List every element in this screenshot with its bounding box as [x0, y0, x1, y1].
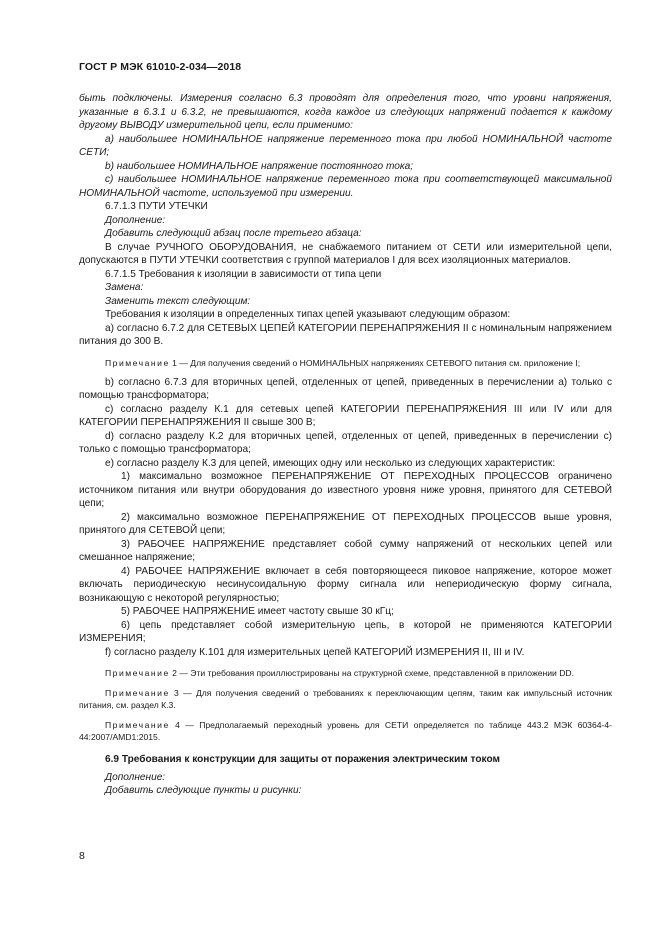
list-item: 6) цепь представляет собой измерительную цепь, в которой не применяются КАТЕГОРИИ ИЗМЕРЕНИЯ;: [79, 619, 612, 644]
note-text: 3 — Для получения сведений о требованиях к переключающим цепям, таким как импульсный источник питания, см. раздел К.3.: [79, 688, 613, 710]
note-text: 1 — Для получения сведений о НОМИНАЛЬНЫХ напряжениях СЕТЕВОГО питания см. приложение I;: [172, 357, 581, 368]
note-label: Примечание: [105, 688, 170, 698]
paragraph: быть подключены. Измерения согласно 6.3 проводят для определения того, что уровни напряжения, указанные в 6.3.1 и 6.3.2, не превышаются, когда каждое из следующих напряжений подается к каждому другому ВЫВОДУ измерительной цепи, если применимо:: [79, 93, 612, 131]
list-item: b) согласно 6.7.3 для вторичных цепей, отделенных от цепей, приведенных в перечислении а) только с помощью трансформатора;: [79, 376, 612, 401]
amendment-type: Замена:: [105, 282, 144, 293]
list-item: e) согласно разделу К.3 для цепей, имеющих одну или несколько из следующих характеристик:: [105, 457, 556, 469]
page-number: 8: [79, 850, 85, 862]
list-item: b) наибольшее НОМИНАЛЬНОЕ напряжение постоянного тока;: [105, 160, 414, 172]
note: [79, 687, 612, 711]
note-label: Примечание: [105, 668, 170, 678]
paragraph: В случае РУЧНОГО ОБОРУДОВАНИЯ, не снабжаемого питанием от СЕТИ или измерительной цепи, допускаются в ПУТИ УТЕЧКИ соответствия с группой материалов I для всех изоляционных материалов.: [79, 241, 612, 266]
note: [79, 357, 612, 369]
document-header: ГОСТ Р МЭК 61010-2-034—2018: [79, 61, 242, 73]
note: [79, 667, 612, 679]
note-label: Примечание: [105, 357, 170, 368]
list-item: 3) РАБОЧЕЕ НАПРЯЖЕНИЕ представляет собой сумму напряжений от нескольких цепей или смешанное напряжение;: [79, 538, 612, 563]
list-item: 5) РАБОЧЕЕ НАПРЯЖЕНИЕ имеет частоту свыше 30 кГц;: [121, 606, 394, 617]
list-item: 2) максимально возможное ПЕРЕНАПРЯЖЕНИЕ ОТ ПЕРЕХОДНЫХ ПРОЦЕССОВ выше уровня, принятого для СЕТЕВОЙ цепи;: [79, 511, 612, 536]
amendment-instruction: Добавить следующие пункты и рисунки:: [105, 785, 302, 796]
list-item: d) согласно разделу К.2 для вторичных цепей, отделенных от цепей, приведенных в перечислении с) только с помощью трансформатора;: [79, 430, 612, 455]
list-item: 4) РАБОЧЕЕ НАПРЯЖЕНИЕ включает в себя повторяющееся пиковое напряжение, которое может включать периодическую несинусоидальную форму сигнала или непериодическую форму сигнала, возникающую с некоторой регулярностью;: [79, 565, 612, 604]
note-label: Примечание: [105, 720, 170, 730]
list-item: c) согласно разделу К.1 для сетевых цепей КАТЕГОРИИ ПЕРЕНАПРЯЖЕНИЯ III или IV или для КАТЕГОРИИ ПЕРЕНАПРЯЖЕНИЯ II свыше 300 В;: [79, 403, 612, 428]
amendment-instruction: Добавить следующий абзац после третьего абзаца:: [105, 228, 362, 239]
amendment-type: Дополнение:: [105, 771, 166, 783]
list-item: f) согласно разделу К.101 для измерительных цепей КАТЕГОРИЙ ИЗМЕРЕНИЯ II, III и IV.: [105, 646, 525, 658]
subsection-title: 6.7.1.5 Требования к изоляции в зависимости от типа цепи: [105, 268, 382, 280]
page-body: [79, 92, 612, 798]
paragraph: Требования к изоляции в определенных типах цепей указывают следующим образом:: [105, 309, 511, 320]
list-item: а) наибольшее НОМИНАЛЬНОЕ напряжение переменного тока при любой НОМИНАЛЬНОЙ частоте СЕТИ;: [79, 133, 612, 158]
list-item: a) согласно 6.7.2 для СЕТЕВЫХ ЦЕПЕЙ КАТЕГОРИИ ПЕРЕНАПРЯЖЕНИЯ II с номинальным напряжением питания до 300 В.: [79, 322, 612, 347]
section-heading: 6.9 Требования к конструкции для защиты от поражения электрическим током: [105, 754, 500, 765]
amendment-type: Дополнение:: [105, 214, 166, 226]
subsection-title: 6.7.1.3 ПУТИ УТЕЧКИ: [105, 201, 208, 212]
note: [79, 719, 612, 743]
amendment-instruction: Заменить текст следующим:: [105, 295, 251, 307]
list-item: с) наибольшее НОМИНАЛЬНОЕ напряжение переменного тока при соответствующей максимальной НОМИНАЛЬНОЙ частоте, используемой при измерении.: [79, 174, 612, 199]
note-text: 2 — Эти требования проиллюстрированы на структурной схеме, представленной в приложении DD.: [172, 668, 575, 678]
list-item: 1) максимально возможное ПЕРЕНАПРЯЖЕНИЕ ОТ ПЕРЕХОДНЫХ ПРОЦЕССОВ ограничено источником питания или внутри оборудования до известного уровня ниже уровня, принятого для СЕТЕВОЙ цепи;: [79, 471, 612, 509]
note-text: 4 — Предполагаемый переходный уровень для СЕТИ определяется по таблице 443.2 МЭК 60364-4-44:2007/AMD1:2015.: [79, 720, 613, 742]
